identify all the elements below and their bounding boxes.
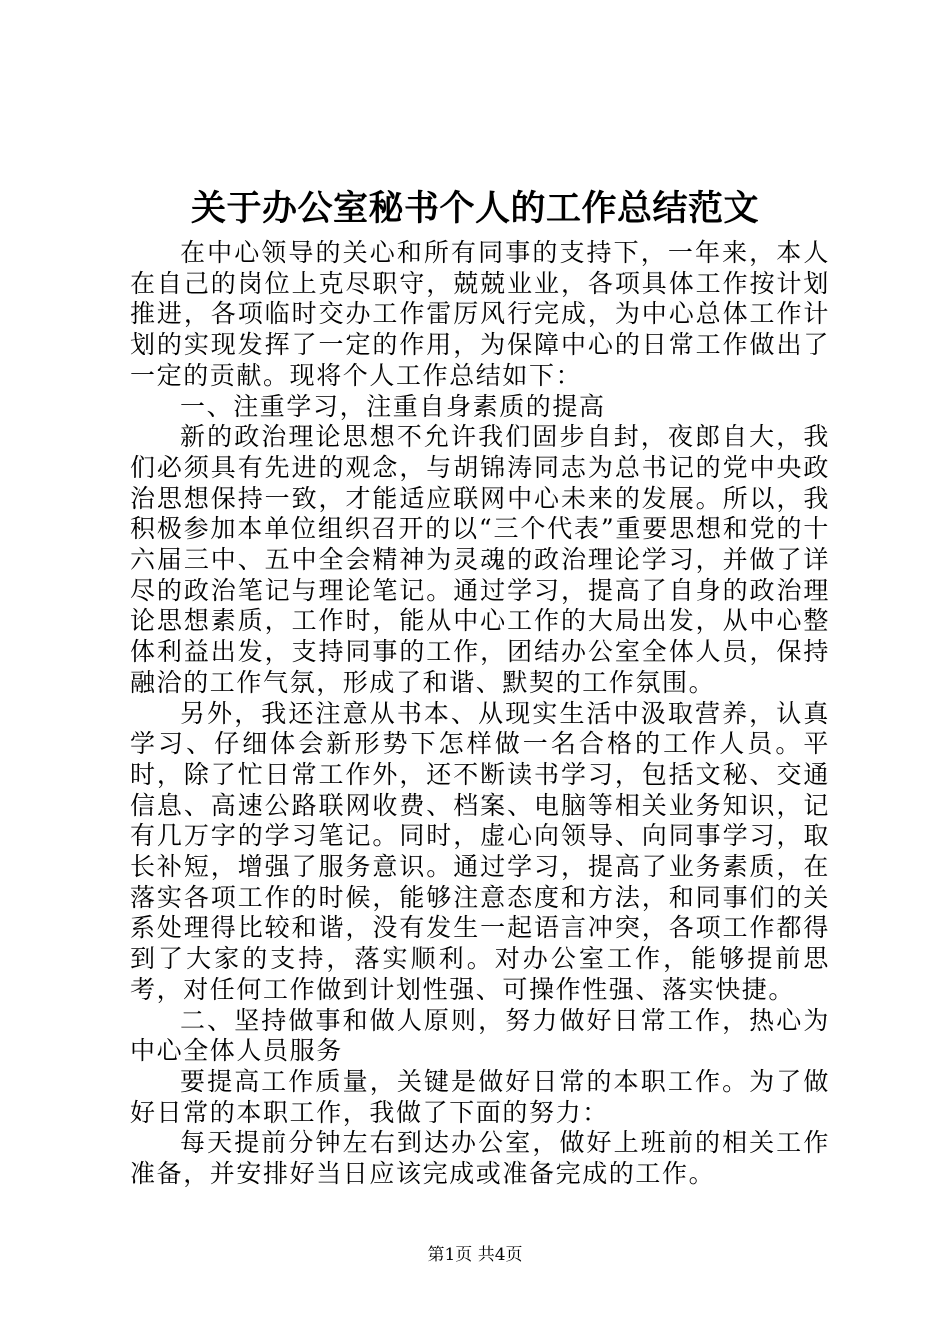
paragraph-work-quality: 要提高工作质量，关键是做好日常的本职工作。为了做好日常的本职工作，我做了下面的努力：: [130, 1066, 830, 1127]
document-title: 关于办公室秘书个人的工作总结范文: [190, 188, 759, 229]
section-heading-1: 一、注重学习，注重自身素质的提高: [180, 391, 606, 421]
paragraph-daily-routine: 每天提前分钟左右到达办公室，做好上班前的相关工作准备，并安排好当日应该完成或准备完成的工作。: [130, 1128, 830, 1189]
paragraph-self-learning: 另外，我还注意从书本、从现实生活中汲取营养，认真学习、仔细体会新形势下怎样做一名合格的工作人员。平时，除了忙日常工作外，还不断读书学习，包括文秘、交通信息、高速公路联网收费、档案、电脑等相关业务知识，记有几万字的学习笔记。同时，虚心向领导、向同事学习，取长补短，增强了服务意识。通过学习，提高了业务素质，在落实各项工作的时候，能够注意态度和方法，和同事们的关系处理得比较和谐，没有发生一起语言冲突，各项工作都得到了大家的支持，落实顺利。对办公室工作，能够提前思考，对任何工作做到计划性强、可操作性强、落实快捷。: [130, 698, 830, 1004]
paragraph-political-study: 新的政治理论思想不允许我们固步自封，夜郎自大，我们必须具有先进的观念，与胡锦涛同志为总书记的党中央政治思想保持一致，才能适应联网中心未来的发展。所以，我积极参加本单位组织召开的以“三个代表”重要思想和党的十六届三中、五中全会精神为灵魂的政治理论学习，并做了详尽的政治笔记与理论笔记。通过学习，提高了自身的政治理论思想素质，工作时，能从中心工作的大局出发，从中心整体利益出发，支持同事的工作，团结办公室全体人员，保持融洽的工作气氛，形成了和谐、默契的工作氛围。: [130, 422, 830, 697]
page-number-footer: 第1页 共4页: [427, 1245, 523, 1265]
section-heading-2: 二、坚持做事和做人原则，努力做好日常工作，热心为中心全体人员服务: [130, 1005, 830, 1066]
document-body: [130, 238, 830, 1190]
paragraph-intro: 在中心领导的关心和所有同事的支持下，一年来，本人在自己的岗位上克尽职守，兢兢业业，各项具体工作按计划推进，各项临时交办工作雷厉风行完成，为中心总体工作计划的实现发挥了一定的作用，为保障中心的日常工作做出了一定的贡献。现将个人工作总结如下：: [130, 238, 830, 390]
